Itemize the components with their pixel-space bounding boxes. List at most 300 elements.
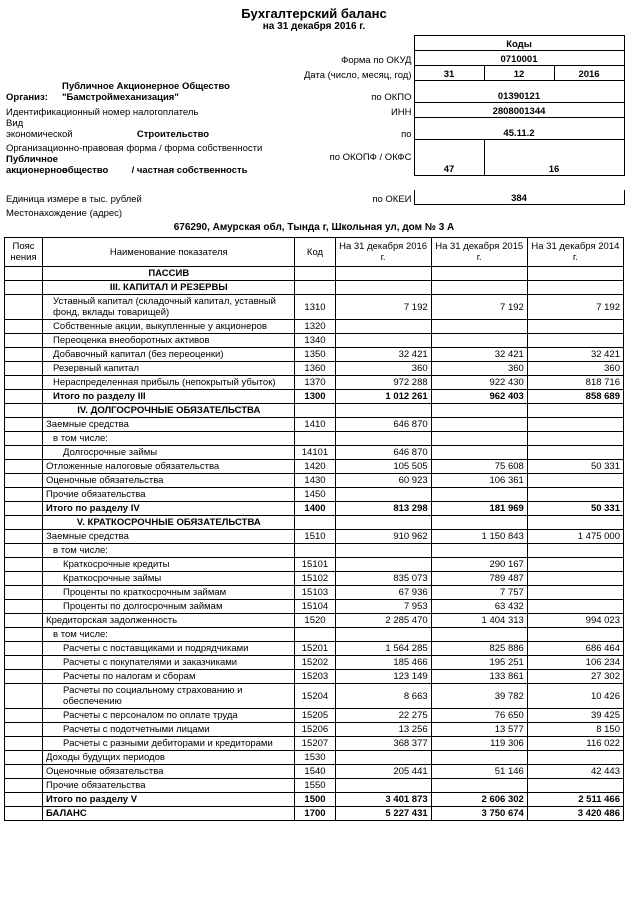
table-row xyxy=(5,572,624,586)
cell-code xyxy=(295,281,335,295)
cell-section-title: III. КАПИТАЛ И РЕЗЕРВЫ xyxy=(43,281,295,295)
cell-value-2014 xyxy=(527,572,623,586)
cell-indicator-name: Расчеты по социальному страхованию и обеспечению xyxy=(43,684,295,709)
cell-value-2015 xyxy=(431,267,527,281)
legal-form-label-row xyxy=(4,140,624,154)
cell-code: 1360 xyxy=(295,362,335,376)
spacer-cell xyxy=(286,205,414,220)
cell-value-2015: 181 969 xyxy=(431,502,527,516)
cell-indicator-name: Прочие обязательства xyxy=(43,779,295,793)
cell-explanations xyxy=(5,502,43,516)
cell-value-2016: 1 012 261 xyxy=(335,390,431,404)
okpo-value: 01390121 xyxy=(414,81,624,103)
cell-value-2014: 8 150 xyxy=(527,723,623,737)
inn-row xyxy=(4,103,624,118)
cell-indicator-name: Добавочный капитал (без переоценки) xyxy=(43,348,295,362)
date-month-value: 12 xyxy=(484,66,554,81)
cell-value-2015 xyxy=(431,544,527,558)
cell-code: 1310 xyxy=(295,295,335,320)
table-row xyxy=(5,502,624,516)
table-row xyxy=(5,281,624,295)
cell-indicator-name: в том числе: xyxy=(43,432,295,446)
table-row xyxy=(5,600,624,614)
cell-value-2015: 7 192 xyxy=(431,295,527,320)
cell-value-2015: 290 167 xyxy=(431,558,527,572)
spacer-cell xyxy=(484,176,624,191)
cell-value-2016: 1 564 285 xyxy=(335,642,431,656)
table-row xyxy=(5,516,624,530)
cell-value-2014: 858 689 xyxy=(527,390,623,404)
cell-value-2015: 3 750 674 xyxy=(431,807,527,821)
cell-value-2015: 39 782 xyxy=(431,684,527,709)
table-row xyxy=(5,807,624,821)
cell-value-2016 xyxy=(335,488,431,502)
cell-value-2015: 119 306 xyxy=(431,737,527,751)
col-header-2014: На 31 декабря 2014 г. xyxy=(527,238,623,267)
cell-code: 15202 xyxy=(295,656,335,670)
cell-explanations xyxy=(5,334,43,348)
cell-code xyxy=(295,516,335,530)
economic-activity-row xyxy=(4,118,624,140)
cell-value-2015 xyxy=(431,320,527,334)
cell-code xyxy=(295,432,335,446)
col-header-2016: На 31 декабря 2016 г. xyxy=(335,238,431,267)
okei-value: 384 xyxy=(414,190,624,205)
date-row xyxy=(4,66,624,81)
cell-explanations xyxy=(5,572,43,586)
cell-value-2016 xyxy=(335,267,431,281)
cell-explanations xyxy=(5,432,43,446)
cell-section-title: ПАССИВ xyxy=(43,267,295,281)
okved-label: по xyxy=(401,128,412,140)
cell-code: 14101 xyxy=(295,446,335,460)
cell-code xyxy=(295,267,335,281)
cell-value-2014: 2 511 466 xyxy=(527,793,623,807)
cell-explanations xyxy=(5,295,43,320)
unit-label: Единица измере в тыс. рублей xyxy=(6,193,142,205)
cell-value-2015: 51 146 xyxy=(431,765,527,779)
legal-form-underline-row xyxy=(4,176,624,191)
cell-value-2016 xyxy=(335,320,431,334)
cell-value-2016 xyxy=(335,558,431,572)
table-row xyxy=(5,586,624,600)
cell-explanations xyxy=(5,586,43,600)
cell-value-2015: 63 432 xyxy=(431,600,527,614)
table-row xyxy=(5,544,624,558)
cell-code: 1520 xyxy=(295,614,335,628)
cell-value-2015 xyxy=(431,334,527,348)
table-row xyxy=(5,488,624,502)
cell-value-2015 xyxy=(431,779,527,793)
cell-value-2014 xyxy=(527,281,623,295)
table-row xyxy=(5,779,624,793)
cell-value-2015: 962 403 xyxy=(431,390,527,404)
cell-value-2014 xyxy=(527,446,623,460)
okpo-label: по ОКПО xyxy=(371,91,412,103)
organization-name: Публичное Акционерное Общество "Бамстроймеханизация" xyxy=(62,80,230,103)
cell-code: 1450 xyxy=(295,488,335,502)
cell-value-2015 xyxy=(431,404,527,418)
location-label: Местонахождение (адрес) xyxy=(6,208,123,219)
cell-explanations xyxy=(5,709,43,723)
table-header-row xyxy=(5,238,624,267)
cell-value-2014 xyxy=(527,586,623,600)
cell-explanations xyxy=(5,474,43,488)
cell-code: 1550 xyxy=(295,779,335,793)
cell-explanations xyxy=(5,807,43,821)
cell-value-2015: 2 606 302 xyxy=(431,793,527,807)
cell-explanations xyxy=(5,281,43,295)
cell-value-2016: 67 936 xyxy=(335,586,431,600)
okved-value: 45.11.2 xyxy=(414,118,624,140)
cell-value-2016: 835 073 xyxy=(335,572,431,586)
cell-value-2016: 2 285 470 xyxy=(335,614,431,628)
cell-indicator-name: Собственные акции, выкупленные у акционеров xyxy=(43,320,295,334)
cell-value-2014: 42 443 xyxy=(527,765,623,779)
cell-value-2016 xyxy=(335,432,431,446)
cell-value-2016: 910 962 xyxy=(335,530,431,544)
table-row xyxy=(5,460,624,474)
table-row xyxy=(5,432,624,446)
cell-code: 1700 xyxy=(295,807,335,821)
cell-explanations xyxy=(5,530,43,544)
cell-indicator-name: Отложенные налоговые обязательства xyxy=(43,460,295,474)
page-subtitle: на 31 декабря 2016 г. xyxy=(262,21,366,32)
cell-indicator-name: Уставный капитал (складочный капитал, уставный фонд, вклады товарищей) xyxy=(43,295,295,320)
cell-value-2014 xyxy=(527,779,623,793)
cell-value-2014: 27 302 xyxy=(527,670,623,684)
cell-indicator-name: Заемные средства xyxy=(43,418,295,432)
legal-form-text-1: Публичное акционерное xyxy=(6,153,68,176)
cell-indicator-name: Оценочные обязательства xyxy=(43,765,295,779)
cell-indicator-name: Проценты по долгосрочным займам xyxy=(43,600,295,614)
cell-indicator-name: в том числе: xyxy=(43,544,295,558)
cell-explanations xyxy=(5,460,43,474)
cell-value-2015: 1 404 313 xyxy=(431,614,527,628)
table-row xyxy=(5,628,624,642)
table-row xyxy=(5,334,624,348)
cell-code: 1350 xyxy=(295,348,335,362)
cell-value-2015: 32 421 xyxy=(431,348,527,362)
cell-explanations xyxy=(5,418,43,432)
cell-value-2014: 686 464 xyxy=(527,642,623,656)
table-row xyxy=(5,642,624,656)
cell-indicator-name: в том числе: xyxy=(43,628,295,642)
cell-value-2016: 3 401 873 xyxy=(335,793,431,807)
cell-value-2014 xyxy=(527,267,623,281)
cell-value-2016 xyxy=(335,544,431,558)
cell-code xyxy=(295,404,335,418)
okei-label: по ОКЕИ xyxy=(372,193,412,205)
cell-explanations xyxy=(5,488,43,502)
spacer-cell xyxy=(4,66,60,81)
cell-value-2016: 646 870 xyxy=(335,446,431,460)
cell-indicator-name: БАЛАНС xyxy=(43,807,295,821)
col-header-2015: На 31 декабря 2015 г. xyxy=(431,238,527,267)
table-row xyxy=(5,656,624,670)
cell-code: 15104 xyxy=(295,600,335,614)
cell-indicator-name: Краткосрочные займы xyxy=(43,572,295,586)
cell-value-2016 xyxy=(335,516,431,530)
cell-value-2014: 7 192 xyxy=(527,295,623,320)
cell-value-2014 xyxy=(527,404,623,418)
table-row xyxy=(5,709,624,723)
cell-explanations xyxy=(5,751,43,765)
cell-code: 15207 xyxy=(295,737,335,751)
cell-value-2016: 7 192 xyxy=(335,295,431,320)
cell-indicator-name: Итого по разделу III xyxy=(43,390,295,404)
cell-value-2014: 50 331 xyxy=(527,460,623,474)
cell-code: 15102 xyxy=(295,572,335,586)
table-row xyxy=(5,348,624,362)
cell-value-2016: 368 377 xyxy=(335,737,431,751)
cell-value-2015 xyxy=(431,281,527,295)
col-header-explanations: Пояс нения xyxy=(5,238,43,267)
cell-indicator-name: Проценты по краткосрочным займам xyxy=(43,586,295,600)
cell-explanations xyxy=(5,642,43,656)
cell-code: 15205 xyxy=(295,709,335,723)
table-row xyxy=(5,530,624,544)
cell-indicator-name: Резервный капитал xyxy=(43,362,295,376)
table-row xyxy=(5,737,624,751)
cell-value-2014: 818 716 xyxy=(527,376,623,390)
cell-code: 1370 xyxy=(295,376,335,390)
col-header-code: Код xyxy=(295,238,335,267)
cell-explanations xyxy=(5,390,43,404)
inn-value: 2808001344 xyxy=(414,103,624,118)
cell-value-2015: 7 757 xyxy=(431,586,527,600)
cell-value-2016: 105 505 xyxy=(335,460,431,474)
table-row xyxy=(5,558,624,572)
cell-value-2015 xyxy=(431,516,527,530)
cell-value-2015 xyxy=(431,418,527,432)
cell-value-2015 xyxy=(431,488,527,502)
inn-code-label: ИНН xyxy=(390,106,412,118)
cell-value-2015: 825 886 xyxy=(431,642,527,656)
cell-value-2014 xyxy=(527,516,623,530)
table-row xyxy=(5,418,624,432)
organization-address: 676290, Амурская обл, Тында г, Школьная ул, дом № 3 А xyxy=(173,222,455,233)
cell-code: 15206 xyxy=(295,723,335,737)
cell-explanations xyxy=(5,600,43,614)
cell-value-2016 xyxy=(335,281,431,295)
cell-value-2016: 5 227 431 xyxy=(335,807,431,821)
cell-value-2014 xyxy=(527,418,623,432)
cell-explanations xyxy=(5,723,43,737)
cell-value-2015: 76 650 xyxy=(431,709,527,723)
legal-form-underline xyxy=(4,176,286,191)
cell-explanations xyxy=(5,404,43,418)
economic-activity-value: Строительство xyxy=(136,128,210,140)
cell-code: 15203 xyxy=(295,670,335,684)
cell-section-title: V. КРАТКОСРОЧНЫЕ ОБЯЗАТЕЛЬСТВА xyxy=(43,516,295,530)
cell-indicator-name: Расчеты по налогам и сборам xyxy=(43,670,295,684)
cell-code: 1510 xyxy=(295,530,335,544)
cell-indicator-name: Расчеты с персоналом по оплате труда xyxy=(43,709,295,723)
cell-value-2014: 106 234 xyxy=(527,656,623,670)
legal-form-text-3: / частная собственность xyxy=(131,164,248,176)
cell-indicator-name: Расчеты с разными дебиторами и кредиторами xyxy=(43,737,295,751)
cell-value-2016: 7 953 xyxy=(335,600,431,614)
cell-indicator-name: Доходы будущих периодов xyxy=(43,751,295,765)
cell-value-2014: 360 xyxy=(527,362,623,376)
cell-indicator-name: Заемные средства xyxy=(43,530,295,544)
cell-value-2014 xyxy=(527,334,623,348)
spacer-cell xyxy=(60,36,286,51)
cell-value-2014: 116 022 xyxy=(527,737,623,751)
organization-label: Организ: xyxy=(6,91,48,103)
cell-value-2014: 32 421 xyxy=(527,348,623,362)
cell-explanations xyxy=(5,779,43,793)
cell-indicator-name: Прочие обязательства xyxy=(43,488,295,502)
cell-code: 1400 xyxy=(295,502,335,516)
unit-row xyxy=(4,190,624,205)
cell-value-2015: 789 487 xyxy=(431,572,527,586)
cell-indicator-name: Итого по разделу IV xyxy=(43,502,295,516)
date-year-value: 2016 xyxy=(554,66,624,81)
cell-value-2014: 3 420 486 xyxy=(527,807,623,821)
cell-explanations xyxy=(5,446,43,460)
cell-code: 15101 xyxy=(295,558,335,572)
cell-code xyxy=(295,628,335,642)
table-row xyxy=(5,751,624,765)
cell-indicator-name: Долгосрочные займы xyxy=(43,446,295,460)
cell-explanations xyxy=(5,516,43,530)
cell-value-2016: 972 288 xyxy=(335,376,431,390)
spacer-cell xyxy=(286,36,414,51)
organization-row xyxy=(4,81,624,103)
cell-value-2016: 360 xyxy=(335,362,431,376)
table-row xyxy=(5,684,624,709)
cell-code: 1410 xyxy=(295,418,335,432)
okopf-okfs-label: по ОКОПФ / ОКФС xyxy=(329,152,412,163)
table-row xyxy=(5,446,624,460)
legal-form-text-2a: общество xyxy=(62,164,109,176)
cell-value-2015 xyxy=(431,751,527,765)
balance-table-body xyxy=(5,267,624,821)
cell-value-2016: 185 466 xyxy=(335,656,431,670)
cell-indicator-name: Оценочные обязательства xyxy=(43,474,295,488)
legal-form-text-2 xyxy=(60,154,286,176)
cell-code: 1320 xyxy=(295,320,335,334)
cell-code: 1430 xyxy=(295,474,335,488)
table-row xyxy=(5,295,624,320)
spacer-cell xyxy=(60,66,286,81)
cell-explanations xyxy=(5,558,43,572)
cell-value-2015: 360 xyxy=(431,362,527,376)
codes-header-label: Коды xyxy=(414,36,624,51)
cell-value-2014 xyxy=(527,432,623,446)
table-row xyxy=(5,362,624,376)
cell-value-2014: 10 426 xyxy=(527,684,623,709)
cell-indicator-name: Итого по разделу V xyxy=(43,793,295,807)
cell-value-2015: 195 251 xyxy=(431,656,527,670)
cell-value-2015: 75 608 xyxy=(431,460,527,474)
cell-indicator-name: Переоценка внеоборотных активов xyxy=(43,334,295,348)
table-row xyxy=(5,474,624,488)
cell-value-2016: 205 441 xyxy=(335,765,431,779)
cell-code: 15103 xyxy=(295,586,335,600)
codes-title-row xyxy=(4,36,624,51)
cell-explanations xyxy=(5,362,43,376)
table-row xyxy=(5,723,624,737)
cell-value-2015 xyxy=(431,432,527,446)
economic-activity-label: Вид экономической xyxy=(6,117,73,140)
cell-value-2015 xyxy=(431,628,527,642)
cell-indicator-name: Кредиторская задолженность xyxy=(43,614,295,628)
page-title: Бухгалтерский баланс xyxy=(241,6,387,21)
cell-explanations xyxy=(5,614,43,628)
cell-value-2016: 32 421 xyxy=(335,348,431,362)
cell-indicator-name: Краткосрочные кредиты xyxy=(43,558,295,572)
date-label: Дата (число, месяц, год) xyxy=(303,69,412,81)
cell-value-2015: 13 577 xyxy=(431,723,527,737)
cell-code: 1530 xyxy=(295,751,335,765)
cell-explanations xyxy=(5,656,43,670)
cell-code: 1420 xyxy=(295,460,335,474)
cell-value-2016: 813 298 xyxy=(335,502,431,516)
cell-code: 1340 xyxy=(295,334,335,348)
okfs-value: 16 xyxy=(484,140,624,176)
cell-code xyxy=(295,544,335,558)
cell-value-2016 xyxy=(335,628,431,642)
cell-indicator-name: Расчеты с подотчетными лицами xyxy=(43,723,295,737)
cell-explanations xyxy=(5,320,43,334)
spacer-cell xyxy=(4,36,60,51)
cell-value-2014 xyxy=(527,544,623,558)
cell-value-2014: 39 425 xyxy=(527,709,623,723)
cell-explanations xyxy=(5,267,43,281)
spacer-cell xyxy=(414,176,484,191)
cell-value-2016 xyxy=(335,404,431,418)
spacer-cell xyxy=(286,176,414,191)
cell-value-2014 xyxy=(527,474,623,488)
cell-value-2016 xyxy=(335,779,431,793)
cell-code: 1500 xyxy=(295,793,335,807)
cell-value-2016: 123 149 xyxy=(335,670,431,684)
cell-section-title: IV. ДОЛГОСРОЧНЫЕ ОБЯЗАТЕЛЬСТВА xyxy=(43,404,295,418)
cell-code: 1300 xyxy=(295,390,335,404)
okopf-value: 47 xyxy=(414,140,484,176)
date-day-value: 31 xyxy=(414,66,484,81)
spacer-cell xyxy=(4,51,60,66)
table-row xyxy=(5,376,624,390)
cell-value-2014: 1 475 000 xyxy=(527,530,623,544)
legal-form-label: Организационно-правовая форма / форма собственности xyxy=(6,142,263,154)
cell-value-2016: 8 663 xyxy=(335,684,431,709)
cell-value-2014 xyxy=(527,320,623,334)
table-row xyxy=(5,320,624,334)
cell-explanations xyxy=(5,670,43,684)
cell-value-2014: 994 023 xyxy=(527,614,623,628)
cell-value-2016: 13 256 xyxy=(335,723,431,737)
table-row xyxy=(5,267,624,281)
cell-value-2014 xyxy=(527,600,623,614)
cell-value-2014 xyxy=(527,558,623,572)
okud-row xyxy=(4,51,624,66)
cell-value-2015: 106 361 xyxy=(431,474,527,488)
table-row xyxy=(5,614,624,628)
cell-value-2014 xyxy=(527,751,623,765)
cell-value-2014 xyxy=(527,628,623,642)
cell-explanations xyxy=(5,348,43,362)
cell-explanations xyxy=(5,376,43,390)
cell-value-2015 xyxy=(431,446,527,460)
cell-explanations xyxy=(5,737,43,751)
cell-value-2015: 1 150 843 xyxy=(431,530,527,544)
table-row xyxy=(5,765,624,779)
location-row xyxy=(4,205,624,220)
